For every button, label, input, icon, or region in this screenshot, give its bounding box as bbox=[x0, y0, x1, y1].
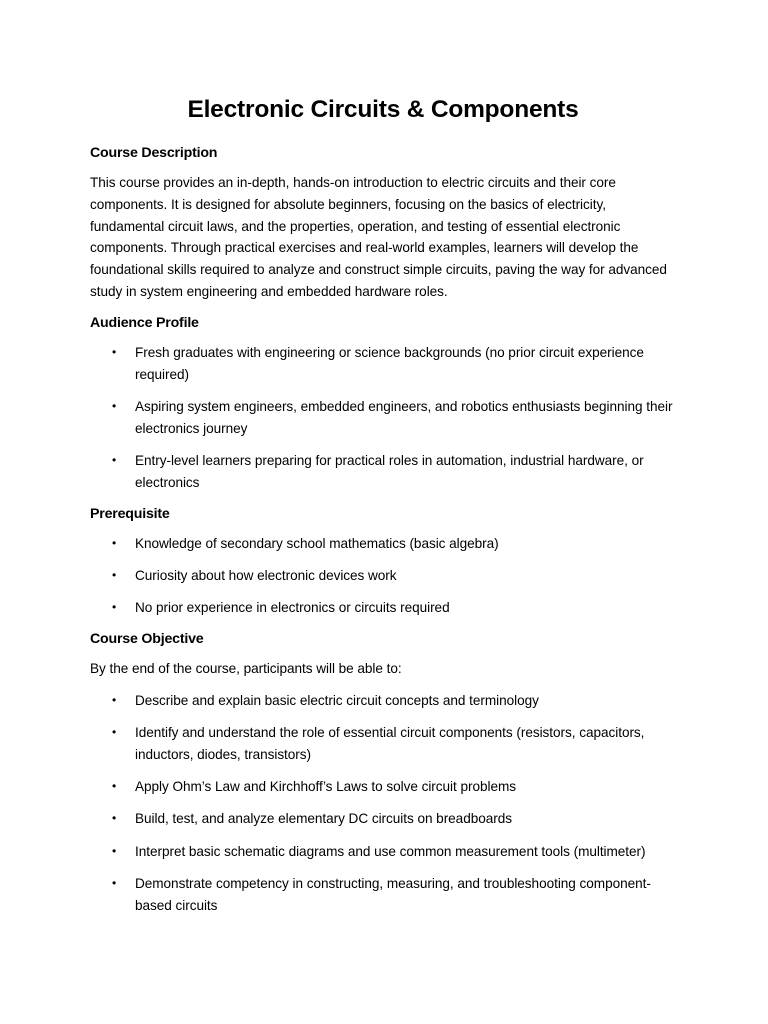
course-objective-intro: By the end of the course, participants will be able to: bbox=[90, 661, 402, 677]
document-body bbox=[90, 143, 680, 927]
bullet-icon: • bbox=[112, 398, 117, 413]
prerequisite-heading: Prerequisite bbox=[90, 505, 170, 522]
list-item: • Entry-level learners preparing for practical roles in automation, industrial hardware, or electronics bbox=[90, 450, 680, 494]
bullet-icon: • bbox=[112, 875, 117, 890]
course-objective-heading: Course Objective bbox=[90, 631, 204, 648]
list-item: • No prior experience in electronics or circuits required bbox=[90, 597, 680, 619]
list-item: • Identify and understand the role of essential circuit components (resistors, capacitors, inductors, diodes, transistors) bbox=[90, 722, 680, 766]
audience-list bbox=[90, 342, 680, 494]
list-item: • Build, test, and analyze elementary DC circuits on breadboards bbox=[90, 808, 680, 830]
list-item: • Knowledge of secondary school mathematics (basic algebra) bbox=[90, 533, 680, 555]
list-item: • Describe and explain basic electric circuit concepts and terminology bbox=[90, 690, 680, 712]
list-item: • Fresh graduates with engineering or science backgrounds (no prior circuit experience required) bbox=[90, 342, 680, 386]
objective-list bbox=[90, 690, 680, 916]
bullet-icon: • bbox=[112, 567, 117, 582]
bullet-icon: • bbox=[112, 344, 117, 359]
list-item: • Demonstrate competency in constructing, measuring, and troubleshooting component-based circuits bbox=[90, 873, 680, 917]
bullet-icon: • bbox=[112, 693, 117, 708]
audience-profile-heading: Audience Profile bbox=[90, 314, 199, 331]
prerequisite-list bbox=[90, 533, 680, 619]
bullet-icon: • bbox=[112, 725, 117, 740]
list-item: • Apply Ohm’s Law and Kirchhoff’s Laws to solve circuit problems bbox=[90, 776, 680, 798]
bullet-icon: • bbox=[112, 600, 117, 615]
bullet-icon: • bbox=[112, 535, 117, 550]
course-description-heading: Course Description bbox=[90, 145, 218, 161]
bullet-icon: • bbox=[112, 811, 117, 826]
list-item: • Interpret basic schematic diagrams and use common measurement tools (multimeter) bbox=[90, 841, 680, 863]
list-item: • Aspiring system engineers, embedded engineers, and robotics enthusiasts beginning their electronics journey bbox=[90, 396, 680, 440]
course-description-text: This course provides an in-depth, hands-on introduction to electric circuits and their core components. It is designed for absolute beginners, focusing on the basics of electricity, fundamental circuit laws, and the properties, operation, and testing of essential electronic components. Through practical exercises and real-world examples, learners will develop the foundational skills required to analyze and construct simple circuits, paving the way for advanced study in system engineering and embedded hardware roles. bbox=[90, 175, 667, 299]
bullet-icon: • bbox=[112, 779, 117, 794]
bullet-icon: • bbox=[112, 843, 117, 858]
document-title: Electronic Circuits & Components bbox=[187, 96, 579, 123]
bullet-icon: • bbox=[112, 452, 117, 467]
list-item: • Curiosity about how electronic devices work bbox=[90, 565, 680, 587]
